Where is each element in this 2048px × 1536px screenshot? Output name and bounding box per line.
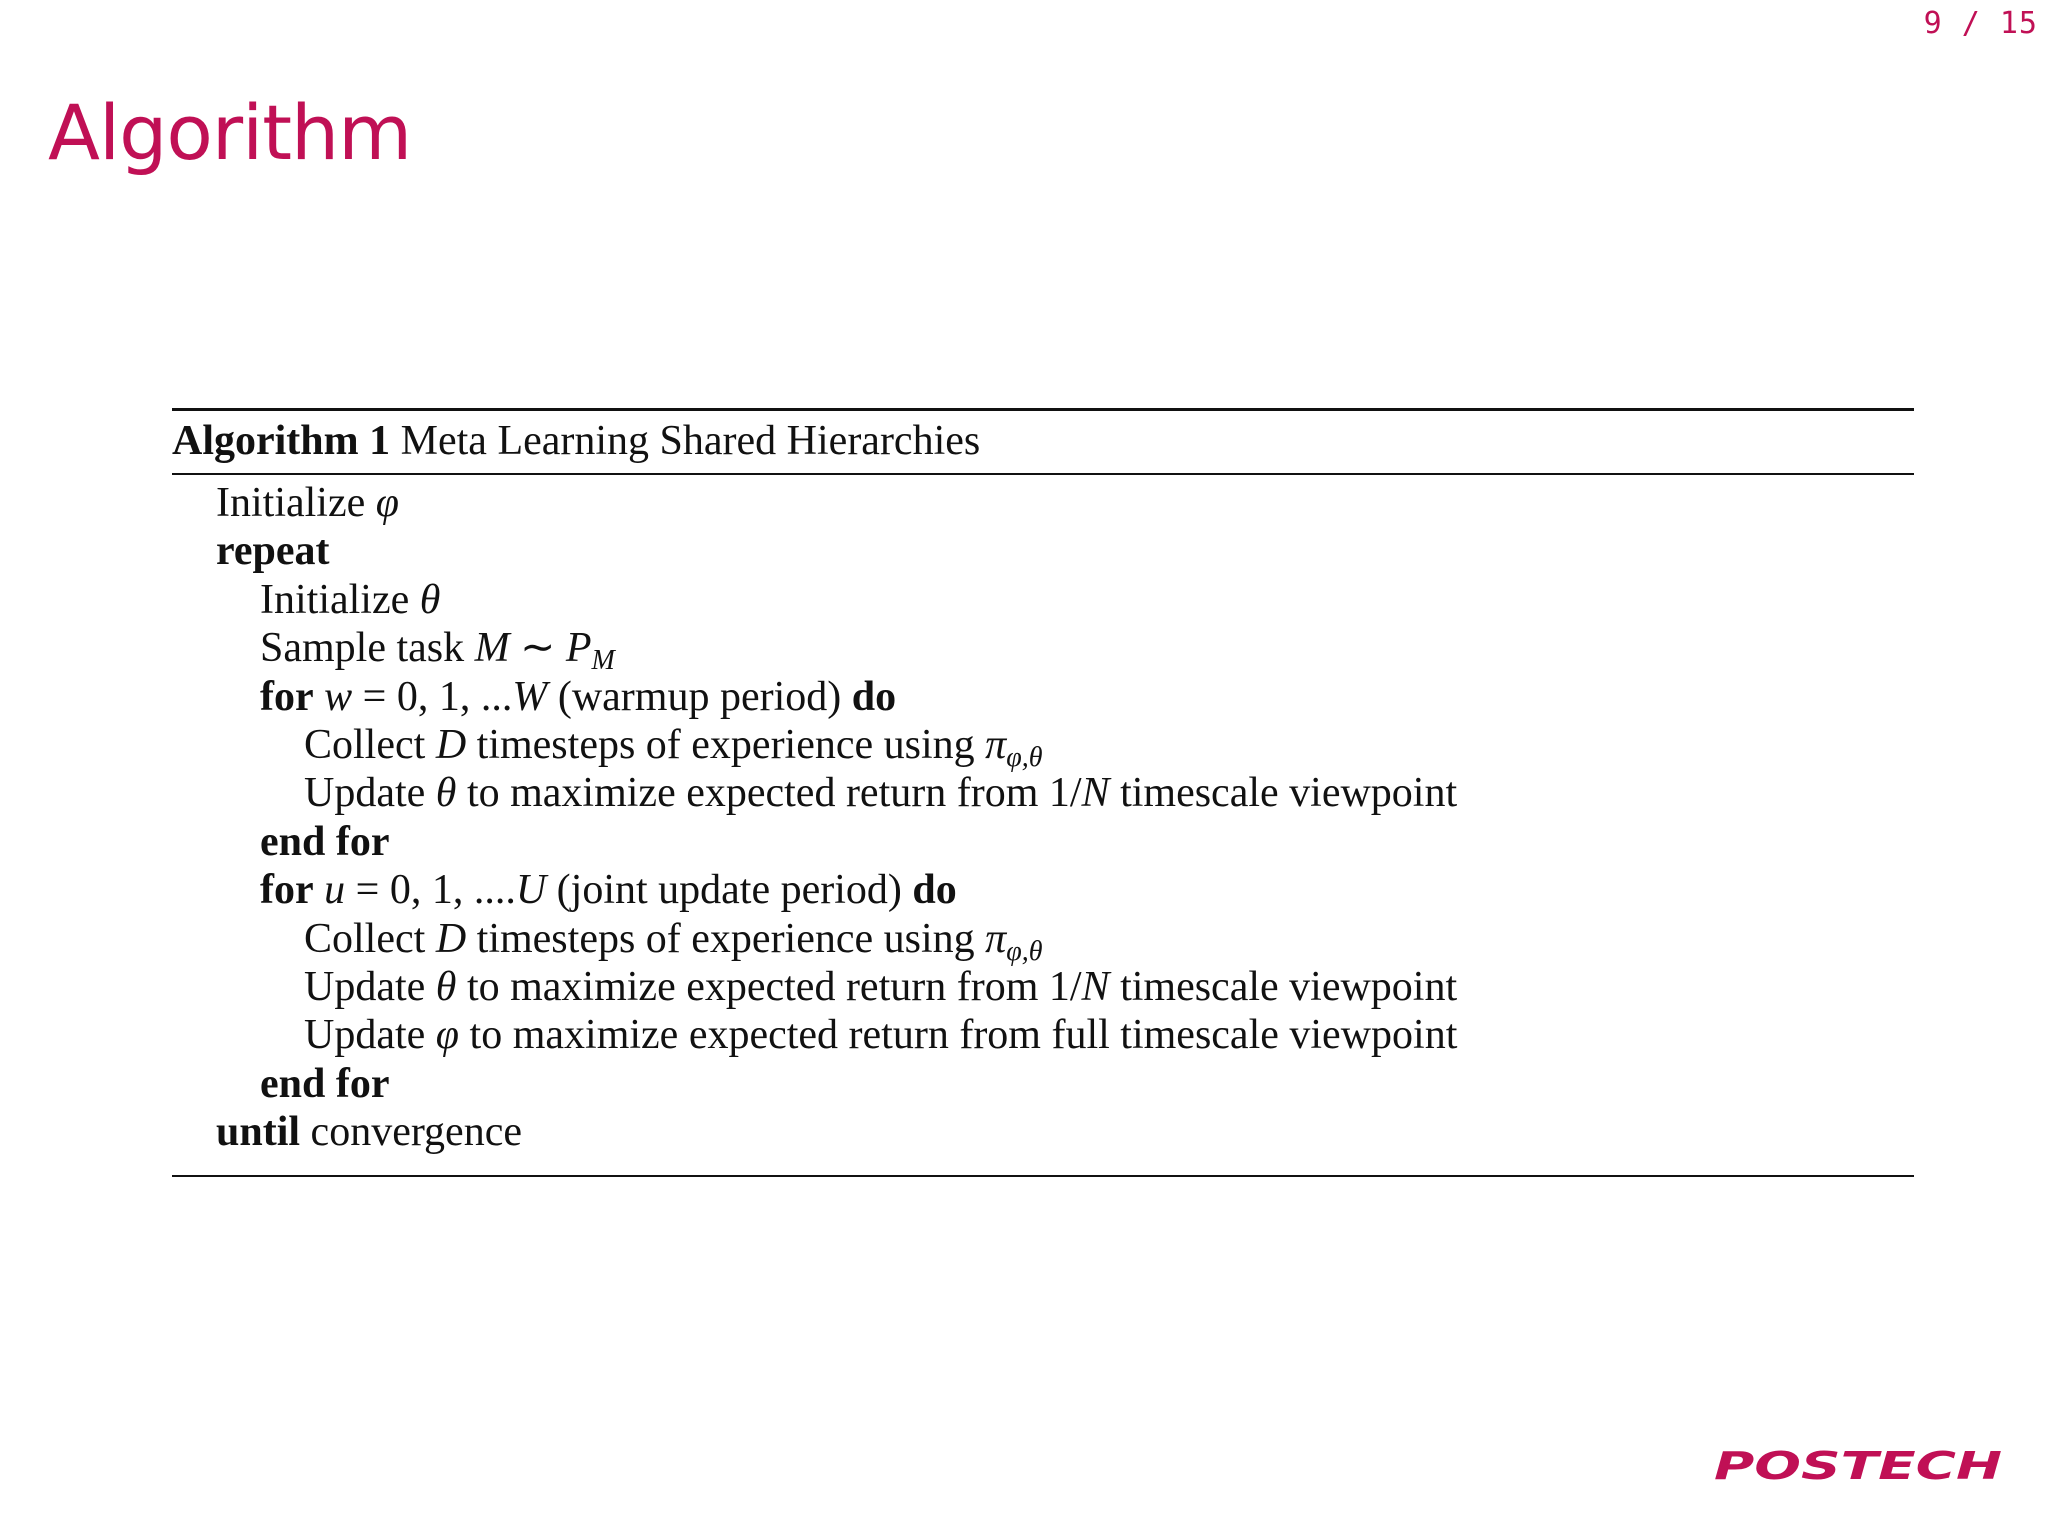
line-text: Collect bbox=[304, 722, 436, 769]
math-symbol: W bbox=[512, 673, 548, 720]
line-text: Initialize bbox=[260, 576, 420, 623]
math-symbol: θ bbox=[419, 576, 441, 623]
line-text: timesteps of experience using bbox=[466, 915, 986, 962]
line-text: to maximize expected return from 1/ bbox=[456, 964, 1082, 1011]
slide-title: Algorithm bbox=[48, 88, 412, 177]
line-text: Initialize bbox=[216, 480, 376, 526]
line-text bbox=[314, 867, 325, 913]
line-text: Collect bbox=[304, 915, 436, 962]
line-text: Sample task bbox=[260, 625, 475, 672]
line-text: Update bbox=[304, 964, 436, 1011]
algorithm-box bbox=[172, 408, 1914, 1177]
math-symbol: φ bbox=[435, 1012, 460, 1059]
math-symbol: φ bbox=[375, 480, 400, 526]
algorithm-line bbox=[172, 576, 1914, 624]
line-text: to maximize expected return from full timescale viewpoint bbox=[459, 1012, 1458, 1059]
algorithm-caption bbox=[172, 411, 1914, 473]
math-symbol: φ,θ bbox=[1006, 742, 1043, 774]
algorithm-line bbox=[172, 527, 1914, 575]
line-text: (warmup period) bbox=[547, 673, 852, 720]
keyword: for bbox=[260, 867, 314, 914]
algorithm-line bbox=[172, 1108, 1914, 1156]
algorithm-line bbox=[172, 1060, 1914, 1108]
page-number: 9 / 15 bbox=[1923, 6, 2038, 41]
algorithm-line bbox=[172, 624, 1914, 677]
algorithm-line bbox=[172, 769, 1914, 817]
line-text: Update bbox=[304, 1012, 436, 1059]
line-text: convergence bbox=[300, 1109, 522, 1156]
keyword: end for bbox=[260, 818, 390, 865]
postech-logo bbox=[1712, 1448, 2004, 1484]
line-text: Update bbox=[304, 770, 436, 817]
keyword: until bbox=[216, 1109, 301, 1156]
math-symbol: D bbox=[435, 915, 467, 962]
keyword: repeat bbox=[216, 528, 330, 575]
math-symbol: u bbox=[324, 867, 346, 914]
math-symbol: φ,θ bbox=[1006, 935, 1043, 967]
line-text: timescale viewpoint bbox=[1109, 770, 1458, 817]
math-symbol: N bbox=[1081, 964, 1110, 1011]
line-text: timesteps of experience using bbox=[466, 722, 986, 769]
line-text: to maximize expected return from 1/ bbox=[456, 770, 1082, 817]
math-symbol: w bbox=[324, 673, 353, 720]
math-symbol: U bbox=[515, 867, 547, 914]
algorithm-body bbox=[172, 475, 1914, 1157]
algorithm-line bbox=[172, 915, 1914, 967]
math-symbol: N bbox=[1081, 770, 1110, 817]
keyword: do bbox=[912, 867, 957, 914]
algorithm-label: Algorithm 1 bbox=[172, 418, 391, 464]
logo-text: POSTECH bbox=[1714, 1448, 2002, 1484]
algorithm-name: Meta Learning Shared Hierarchies bbox=[400, 418, 981, 464]
math-symbol: θ bbox=[435, 770, 457, 817]
math-symbol: P bbox=[565, 625, 592, 672]
line-text: = 0, 1, ... bbox=[352, 673, 513, 720]
keyword: end for bbox=[260, 1060, 390, 1107]
algorithm-line bbox=[172, 479, 1914, 527]
algorithm-line bbox=[172, 963, 1914, 1011]
bottom-rule bbox=[172, 1175, 1914, 1177]
line-text: timescale viewpoint bbox=[1109, 964, 1458, 1011]
algorithm-line bbox=[172, 866, 1914, 914]
keyword: for bbox=[260, 673, 314, 720]
line-text: = 0, 1, .... bbox=[345, 867, 516, 914]
line-text: ∼ bbox=[509, 625, 566, 672]
math-symbol: θ bbox=[435, 964, 457, 1011]
algorithm-line bbox=[172, 1011, 1914, 1059]
math-symbol: M bbox=[474, 625, 510, 672]
algorithm-line bbox=[172, 818, 1914, 866]
keyword: do bbox=[851, 673, 897, 720]
algorithm-line bbox=[172, 673, 1914, 721]
math-symbol: M bbox=[591, 645, 615, 677]
math-symbol: π bbox=[985, 915, 1007, 962]
algorithm-line bbox=[172, 721, 1914, 774]
math-symbol: D bbox=[435, 722, 467, 769]
line-text: (joint update period) bbox=[546, 867, 913, 914]
math-symbol: π bbox=[985, 722, 1007, 769]
line-text bbox=[314, 674, 325, 720]
